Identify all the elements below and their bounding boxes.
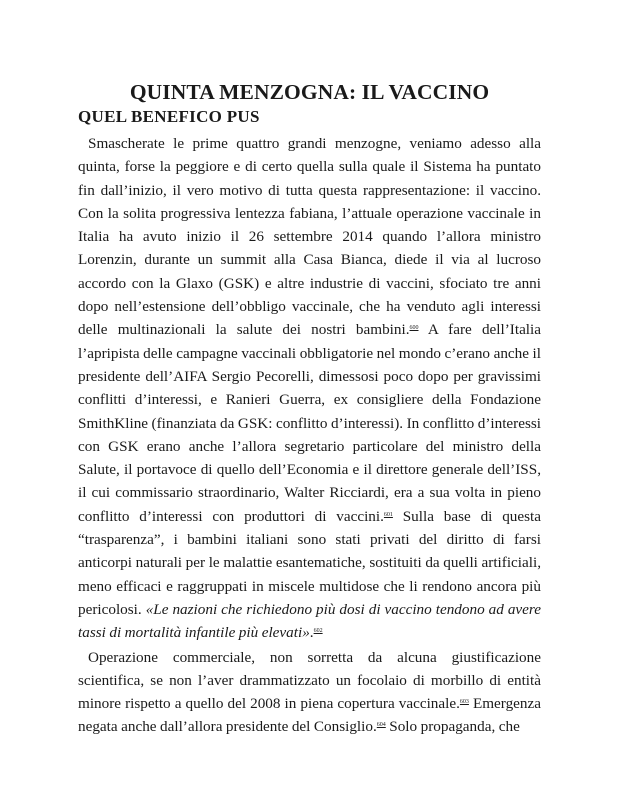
paragraph-2-text-c: Solo propaganda, che [385, 718, 520, 736]
quote: «Le nazioni che richiedono più dosi di vaccino tendono ad avere tassi di mortalità infantile più elevati» [78, 600, 541, 642]
paragraph-1-text-a: Smascherate le prime quattro grandi menzogne, veniamo adesso alla quinta, forse la peggiore e di certo quella sulla quale il Sistema ha puntato fin dall’inizio, il vero motivo di tutta questa rappresentazione: il vaccino. Con la solita progressiva lentezza fabiana, l’attuale operazione vaccinale in Italia ha avuto inizio il 26 settembre 2014 quando l’allora ministro Lorenzin, durante un summit alla Casa Bianca, diede il via al lucroso accordo con la Glaxo (GSK) e altre industrie di vaccini, sfociato tre anni dopo nell’estensione dell’obbligo vaccinale, che ha venduto agli interessi delle multinazionali la salute dei nostri bambini. [78, 135, 541, 339]
footnote-ref-604[interactable]: 604 [376, 722, 386, 729]
footnote-ref-603[interactable]: 603 [459, 699, 469, 706]
paragraph-1-text-c: Sulla base di questa “trasparenza”, i bambini italiani sono stati privati del diritto di farsi anticorpi naturali per le malattie esantematiche, sostituiti da quelli artificiali, meno efficaci e raggruppati in miscele multidose che li rendono ancora più pericolosi. [78, 507, 541, 618]
footnote-ref-601[interactable]: 601 [383, 511, 393, 518]
footnote-ref-600[interactable]: 600 [409, 325, 419, 332]
paragraph-2-text-b: Emergenza negata anche dall’allora presidente del Consiglio. [78, 695, 541, 736]
paragraph-2-text-a: Operazione commerciale, non sorretta da alcuna giustificazione scientifica, se non l’aver drammatizzato un focolaio di morbillo di entità minore rispetto a quello del 2008 in piena copertura vaccinale. [78, 648, 541, 713]
quote-end: . [309, 624, 314, 642]
paragraph-1 [78, 132, 541, 645]
page [78, 78, 541, 739]
chapter-title: QUINTA MENZOGNA: IL VACCINO [129, 80, 490, 104]
paragraph-1-text-b: A fare dell’Italia l’apripista delle campagne vaccinali obbligatorie nel mondo c’erano anche il presidente dell’AIFA Sergio Pecorelli, dimessosi poco dopo per gravissimi conflitti d’interessi, e Ranieri Guerra, ex consigliere della Fondazione SmithKline (finanziata da GSK: conflitto d’interessi). In conflitto d’interessi con GSK erano anche l’allora segretario particolare del ministro della Salute, il portavoce di quello dell’Economia e il direttore generale dell’ISS, il cui commissario straordinario, Walter Ricciardi, era a sua volta in pieno conflitto d’interessi con produttori di vaccini. [78, 321, 541, 525]
section-title: QUEL BENEFICO PUS [78, 107, 260, 126]
footnote-ref-602[interactable]: 602 [313, 628, 323, 635]
paragraph-2 [78, 646, 541, 739]
